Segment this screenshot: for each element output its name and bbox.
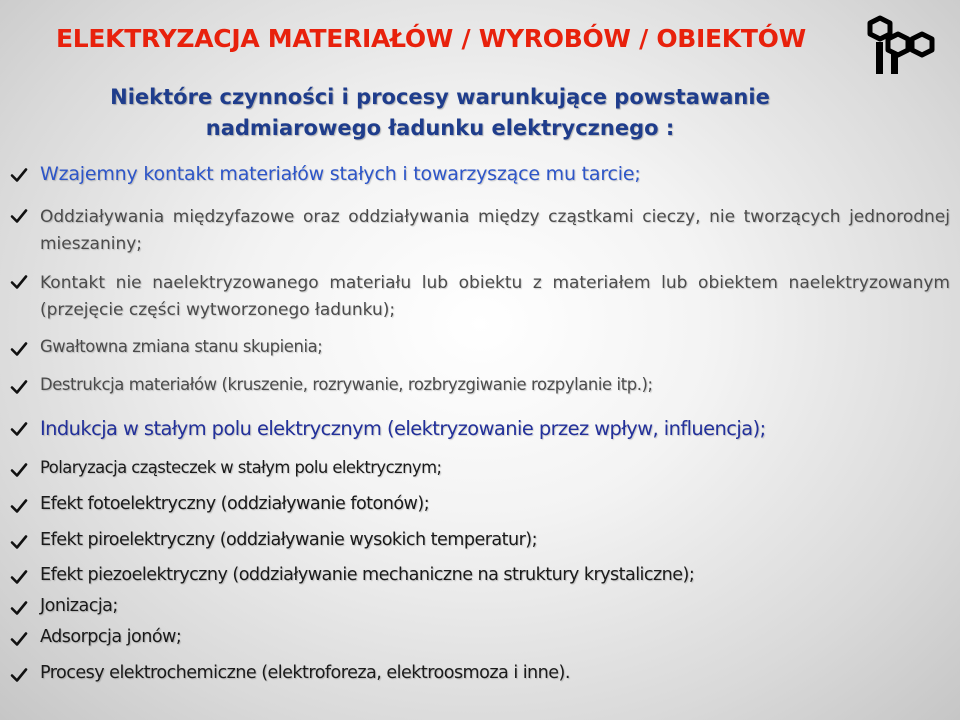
list-item bbox=[10, 458, 950, 477]
list-item-text: Efekt piezoelektryczny (oddziaływanie mechaniczne na struktury krystaliczne); bbox=[40, 565, 695, 585]
checkmark-icon bbox=[10, 421, 28, 437]
list-item bbox=[10, 337, 950, 356]
checkmark-icon bbox=[10, 569, 28, 585]
list-item-text: Destrukcja materiałów (kruszenie, rozrywanie, rozbryzgiwanie rozpylanie itp.); bbox=[40, 375, 653, 394]
list-item bbox=[10, 375, 950, 394]
list-item-text: Efekt fotoelektryczny (oddziaływanie fotonów); bbox=[40, 494, 430, 514]
checkmark-icon bbox=[10, 462, 28, 478]
checkmark-icon bbox=[10, 631, 28, 647]
checkmark-icon bbox=[10, 167, 28, 183]
list-item-text: Jonizacja; bbox=[40, 596, 118, 616]
list-item bbox=[10, 270, 950, 324]
list-item-text: Procesy elektrochemiczne (elektroforeza, elektroosmoza i inne). bbox=[40, 663, 570, 683]
list-item bbox=[10, 163, 950, 185]
list-item-text: Efekt piroelektryczny (oddziaływanie wysokich temperatur); bbox=[40, 530, 537, 550]
list-item bbox=[10, 530, 950, 550]
list-item bbox=[10, 565, 950, 585]
slide-title: ELEKTRYZACJA MATERIAŁÓW / WYROBÓW / OBIEKTÓW bbox=[56, 24, 806, 53]
list-item-text: Kontakt nie naelektryzowanego materiału lub obiektu z materiałem lub obiektem naelektryzowanym (przejęcie części wytworzonego ładunku); bbox=[40, 273, 950, 320]
list-item-text: Indukcja w stałym polu elektrycznym (elektryzowanie przez wpływ, influencja); bbox=[40, 417, 766, 440]
list-item-text: Wzajemny kontakt materiałów stałych i towarzyszące mu tarcie; bbox=[40, 163, 641, 185]
list-item bbox=[10, 204, 950, 258]
list-item-text: Polaryzacja cząsteczek w stałym polu elektrycznym; bbox=[40, 458, 442, 477]
ipo-hexagon-logo-icon bbox=[866, 12, 938, 76]
checkmark-icon bbox=[10, 534, 28, 550]
list-item-text: Gwałtowna zmiana stanu skupienia; bbox=[40, 337, 323, 356]
slide-subtitle bbox=[40, 82, 840, 144]
list-item bbox=[10, 417, 950, 440]
subtitle-line-2: nadmiarowego ładunku elektrycznego : bbox=[205, 116, 675, 140]
list-item bbox=[10, 494, 950, 514]
checkmark-icon bbox=[10, 274, 28, 290]
checkmark-icon bbox=[10, 498, 28, 514]
list-item-text: Adsorpcja jonów; bbox=[40, 627, 182, 647]
checkmark-icon bbox=[10, 379, 28, 395]
list-item bbox=[10, 596, 950, 616]
checkmark-icon bbox=[10, 600, 28, 616]
checkmark-icon bbox=[10, 667, 28, 683]
list-item bbox=[10, 663, 950, 683]
list-item bbox=[10, 627, 950, 647]
subtitle-line-1: Niektóre czynności i procesy warunkujące powstawanie bbox=[110, 85, 770, 109]
list-item-text: Oddziaływania międzyfazowe oraz oddziaływania między cząstkami cieczy, nie tworzących jednorodnej mieszaniny; bbox=[40, 207, 950, 254]
checkmark-icon bbox=[10, 341, 28, 357]
checkmark-icon bbox=[10, 208, 28, 224]
